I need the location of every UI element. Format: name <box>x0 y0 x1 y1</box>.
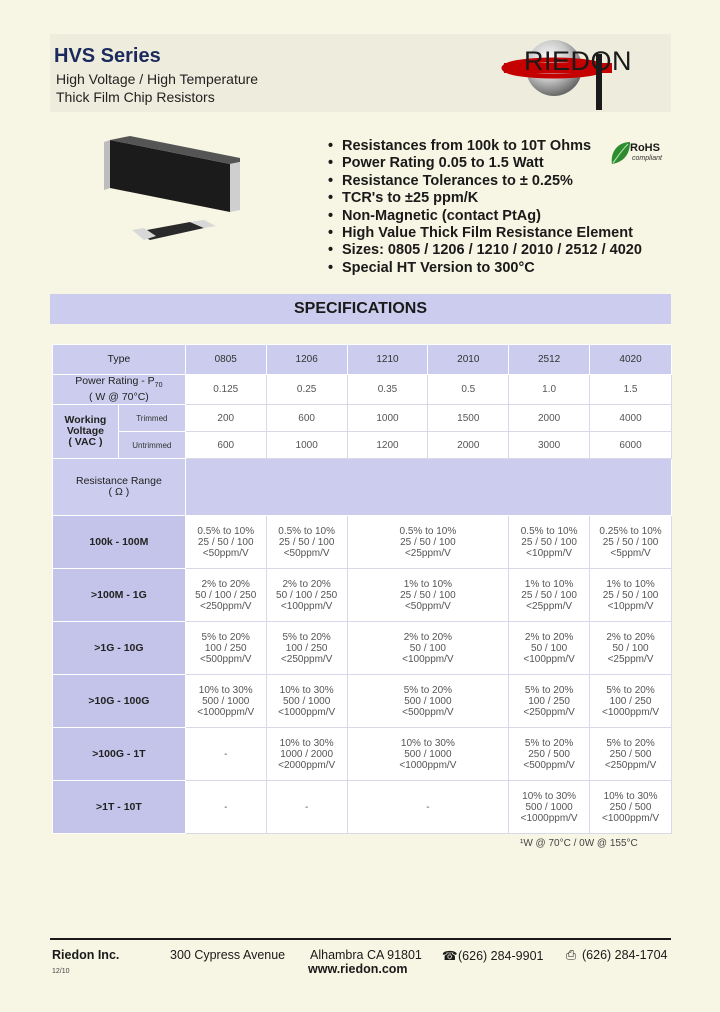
footer-company: Riedon Inc. <box>52 948 120 962</box>
size-header: 4020 <box>590 345 672 375</box>
table-footnote: ¹W @ 70°C / 0W @ 155°C <box>520 838 638 849</box>
table-row <box>53 781 672 834</box>
table-cell: 2% to 20% 50 / 100 / 250 <250ppm/V <box>185 569 266 622</box>
table-cell: - <box>266 781 347 834</box>
table-row <box>53 675 672 728</box>
table-cell: - <box>185 728 266 781</box>
range-label: >100G - 1T <box>53 728 186 781</box>
table-cell: 3000 <box>509 432 590 459</box>
table-cell: 2% to 20% 50 / 100 <100ppm/V <box>347 622 509 675</box>
table-cell: 0.5% to 10% 25 / 50 / 100 <50ppm/V <box>266 516 347 569</box>
footer-divider <box>50 938 671 940</box>
trimmed-label: Trimmed <box>118 405 185 432</box>
footer-address: 300 Cypress Avenue <box>170 948 286 962</box>
table-cell: 5% to 20% 100 / 250 <250ppm/V <box>266 622 347 675</box>
untrimmed-label: Untrimmed <box>118 432 185 459</box>
size-header: 1210 <box>347 345 428 375</box>
range-label: >10G - 100G <box>53 675 186 728</box>
table-cell: 5% to 20% 100 / 250 <250ppm/V <box>509 675 590 728</box>
size-header: 2010 <box>428 345 509 375</box>
phone-icon: ☎ <box>442 949 458 963</box>
table-cell: 1% to 10% 25 / 50 / 100 <50ppm/V <box>347 569 509 622</box>
table-cell: 5% to 20% 100 / 250 <1000ppm/V <box>590 675 672 728</box>
feature-item: • Resistances from 100k to 10T Ohms <box>328 138 592 154</box>
table-cell: 1200 <box>347 432 428 459</box>
rohs-sublabel: compliant <box>632 155 662 162</box>
table-cell: 200 <box>185 405 266 432</box>
table-cell: 0.5 <box>428 375 509 405</box>
table-row <box>53 516 672 569</box>
table-cell: 2% to 20% 50 / 100 <100ppm/V <box>509 622 590 675</box>
table-cell: 1.5 <box>590 375 672 405</box>
feature-item: • Power Rating 0.05 to 1.5 Watt <box>328 155 544 172</box>
feature-item: • Resistance Tolerances to ± 0.25% <box>328 172 573 189</box>
table-cell: 4000 <box>590 405 672 432</box>
feature-item: • Sizes: 0805 / 1206 / 1210 / 2010 / 2512 / 4020 <box>328 242 642 259</box>
table-cell: 1000 <box>347 405 428 432</box>
table-cell: 1% to 10% 25 / 50 / 100 <25ppm/V <box>509 569 590 622</box>
table-cell: 600 <box>185 432 266 459</box>
specifications-table <box>52 344 672 834</box>
table-cell: 10% to 30% 250 / 500 <1000ppm/V <box>590 781 672 834</box>
table-header-row <box>53 345 672 375</box>
subtitle-line-2: Thick Film Chip Resistors <box>56 89 215 105</box>
table-cell: 2000 <box>509 405 590 432</box>
table-cell: - <box>185 781 266 834</box>
footer-phone: ☎(626) 284-9901 <box>442 949 544 963</box>
fax-icon: ⎙ <box>566 948 577 962</box>
table-cell: 0.25 <box>266 375 347 405</box>
table-cell: 10% to 30% 500 / 1000 <1000ppm/V <box>266 675 347 728</box>
table-cell: 2% to 20% 50 / 100 <25ppm/V <box>590 622 672 675</box>
table-cell: 5% to 20% 500 / 1000 <500ppm/V <box>347 675 509 728</box>
footer-city: Alhambra CA 91801 <box>310 948 422 962</box>
feature-item: • TCR's to ±25 ppm/K <box>328 190 479 207</box>
table-cell: 600 <box>266 405 347 432</box>
footer-fax: ⎙ (626) 284-1704 <box>566 948 668 962</box>
power-rating-row <box>53 375 672 405</box>
table-cell: 0.125 <box>185 375 266 405</box>
working-voltage-trimmed-row <box>53 405 672 432</box>
table-cell: 1000 <box>266 432 347 459</box>
feature-item: • Special HT Version to 300°C <box>328 259 535 276</box>
website-link[interactable]: www.riedon.com <box>308 962 408 976</box>
table-cell: 5% to 20% 250 / 500 <500ppm/V <box>509 728 590 781</box>
page-title: HVS Series <box>54 45 161 67</box>
resistance-range-header-row <box>53 459 672 516</box>
size-header: 0805 <box>185 345 266 375</box>
power-rating-label: Power Rating - $P_{70}$ ( W @ 70°C) <box>53 375 186 405</box>
size-header: 1206 <box>266 345 347 375</box>
feature-list <box>328 138 642 277</box>
logo-wordmark: RIEDON <box>524 46 633 76</box>
table-cell: 2000 <box>428 432 509 459</box>
table-cell: 5% to 20% 100 / 250 <500ppm/V <box>185 622 266 675</box>
table-cell: 0.35 <box>347 375 428 405</box>
table-cell: 10% to 30% 1000 / 2000 <2000ppm/V <box>266 728 347 781</box>
table-cell: 1500 <box>428 405 509 432</box>
table-row <box>53 622 672 675</box>
specifications-heading: SPECIFICATIONS <box>50 294 671 324</box>
table-cell: 0.25% to 10% 25 / 50 / 100 <5ppm/V <box>590 516 672 569</box>
table-cell: 0.5% to 10% 25 / 50 / 100 <10ppm/V <box>509 516 590 569</box>
table-cell: 10% to 30% 500 / 1000 <1000ppm/V <box>509 781 590 834</box>
type-label: Type <box>53 345 186 375</box>
table-row <box>53 728 672 781</box>
subtitle-line-1: High Voltage / High Temperature <box>56 71 259 87</box>
resistance-range-spacer <box>185 459 671 516</box>
table-cell: - <box>347 781 509 834</box>
range-label: 100k - 100M <box>53 516 186 569</box>
size-header: 2512 <box>509 345 590 375</box>
working-voltage-label: Working Voltage ( VAC ) <box>53 405 119 459</box>
resistance-range-label: Resistance Range ( Ω ) <box>53 459 186 516</box>
feature-item: • Non-Magnetic (contact PtAg) <box>328 207 541 224</box>
feature-item: • High Value Thick Film Resistance Element <box>328 224 633 241</box>
table-cell: 10% to 30% 500 / 1000 <1000ppm/V <box>347 728 509 781</box>
working-voltage-untrimmed-row <box>53 432 672 459</box>
table-cell: 0.5% to 10% 25 / 50 / 100 <50ppm/V <box>185 516 266 569</box>
table-cell: 0.5% to 10% 25 / 50 / 100 <25ppm/V <box>347 516 509 569</box>
table-cell: 6000 <box>590 432 672 459</box>
table-cell: 10% to 30% 500 / 1000 <1000ppm/V <box>185 675 266 728</box>
table-cell: 5% to 20% 250 / 500 <250ppm/V <box>590 728 672 781</box>
table-cell: 1.0 <box>509 375 590 405</box>
rohs-label: RoHS <box>630 142 660 154</box>
chip-resistor-image <box>100 134 240 248</box>
table-cell: 2% to 20% 50 / 100 / 250 <100ppm/V <box>266 569 347 622</box>
table-row <box>53 569 672 622</box>
document-code: 12/10 <box>52 968 70 975</box>
range-label: >1G - 10G <box>53 622 186 675</box>
range-label: >100M - 1G <box>53 569 186 622</box>
range-label: >1T - 10T <box>53 781 186 834</box>
table-cell: 1% to 10% 25 / 50 / 100 <10ppm/V <box>590 569 672 622</box>
